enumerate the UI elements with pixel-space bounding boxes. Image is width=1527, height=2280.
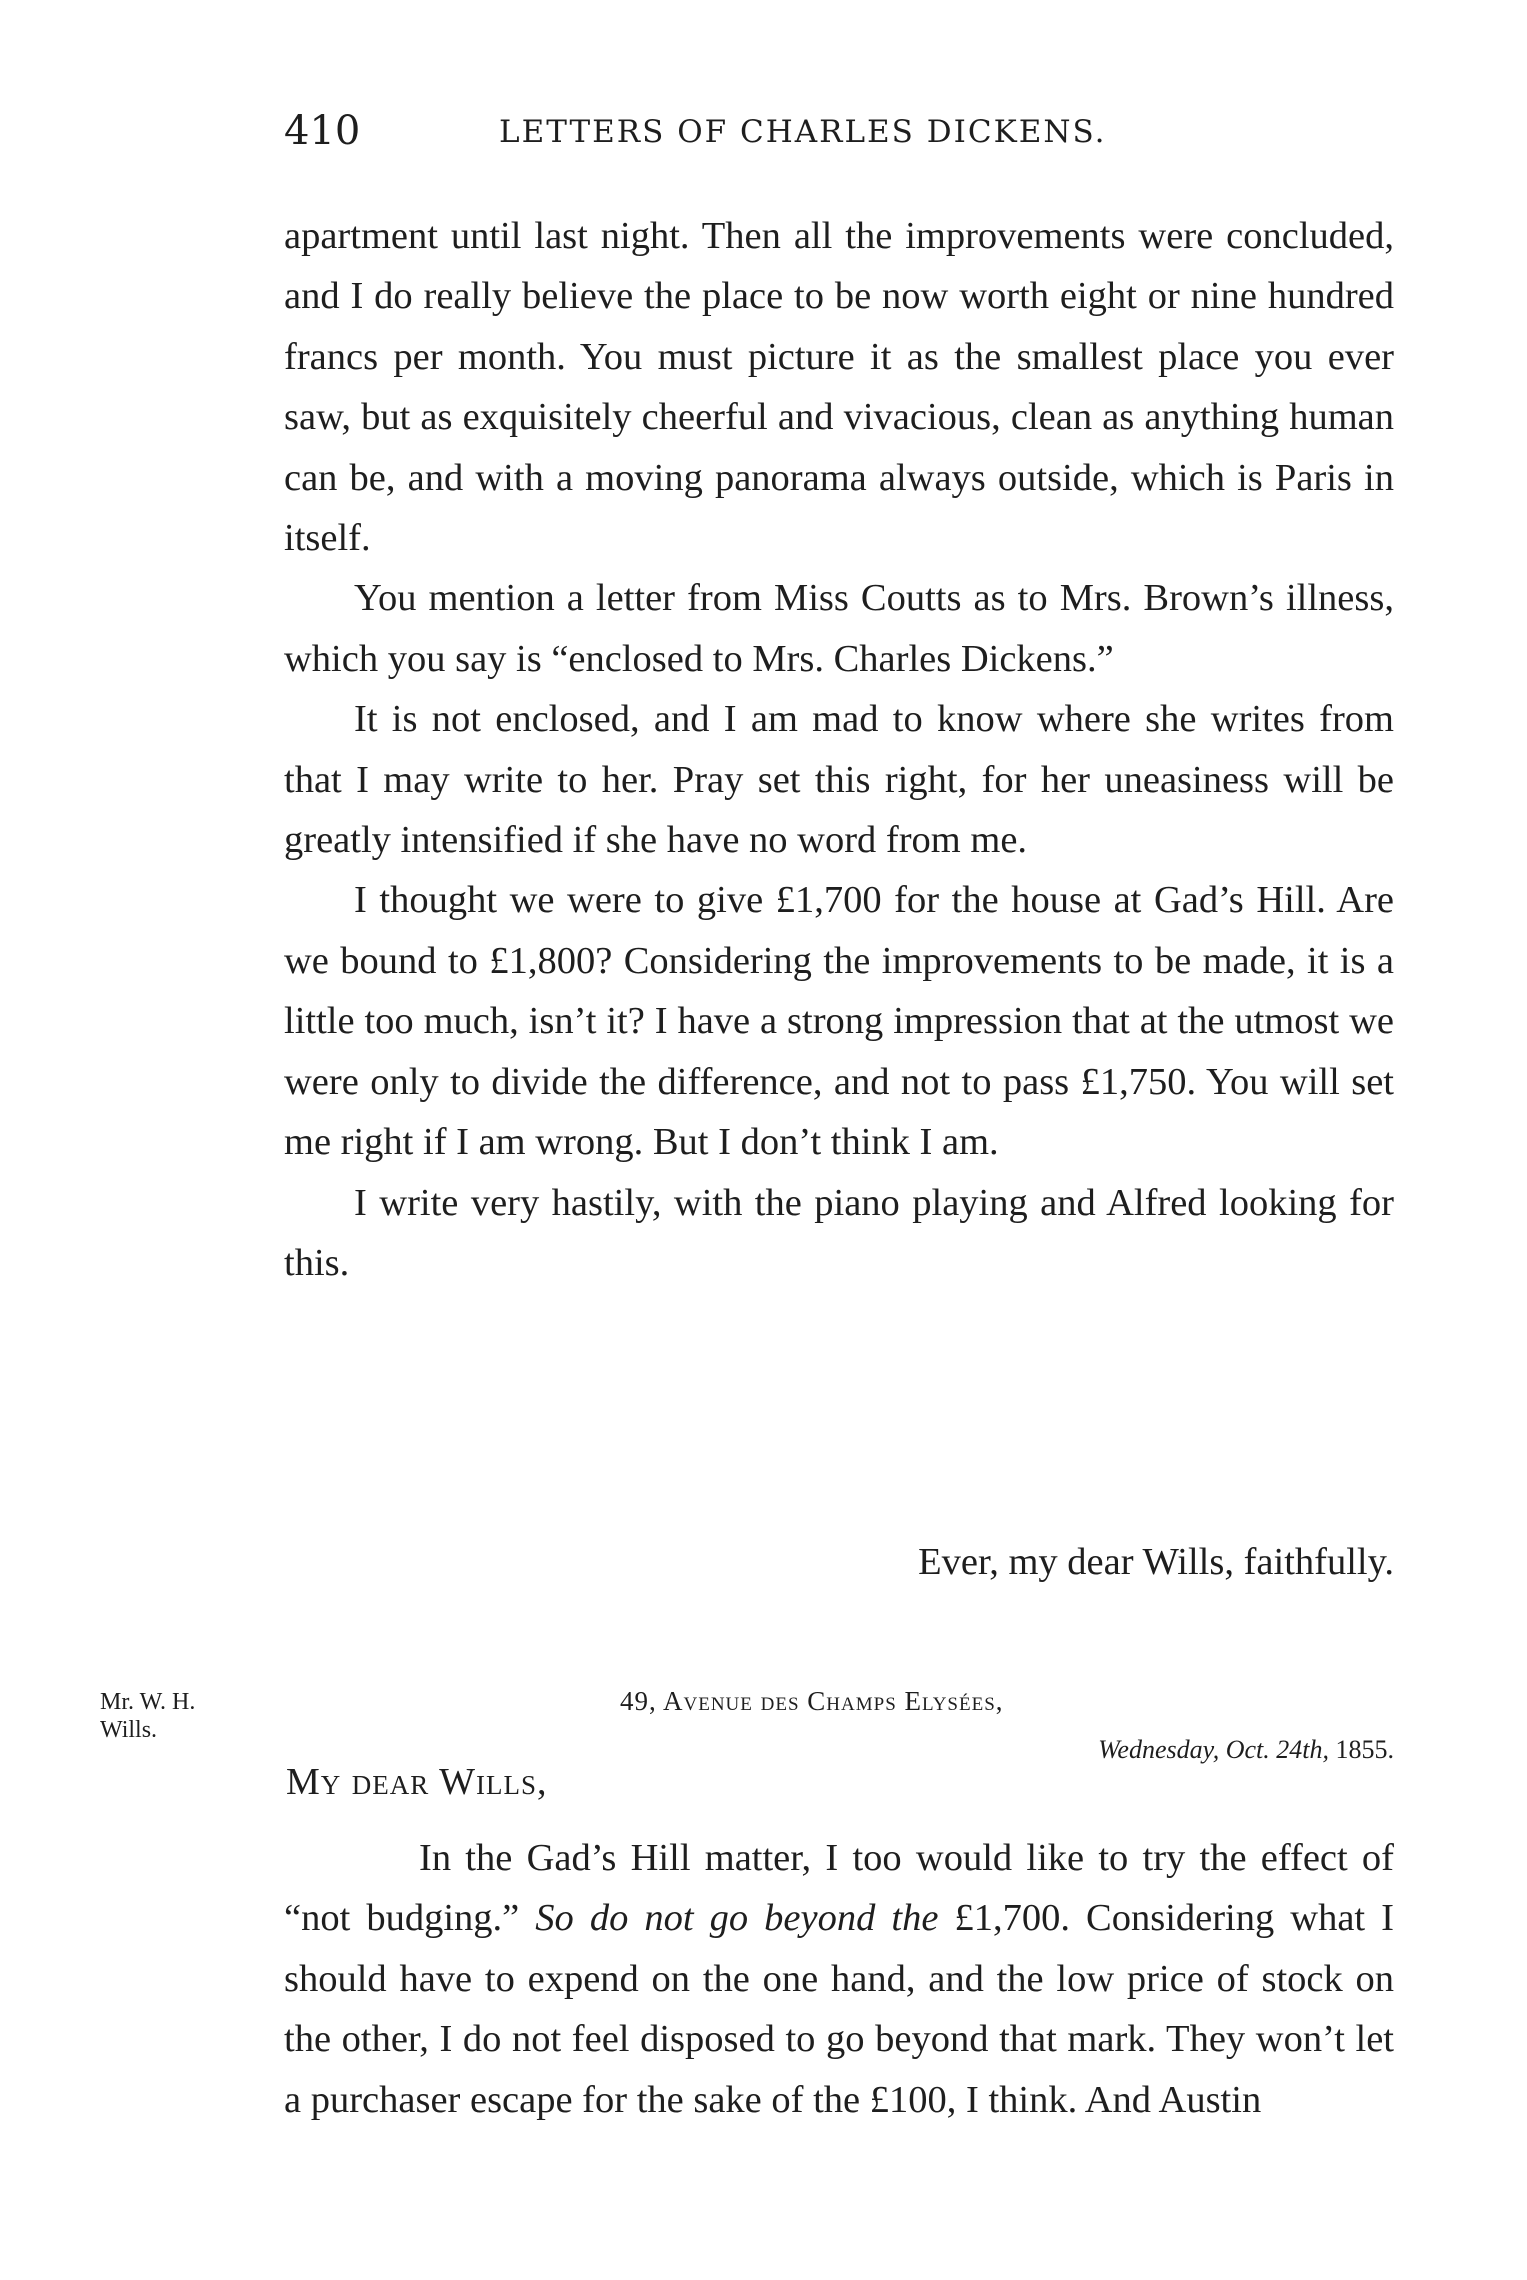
paragraph: You mention a letter from Miss Coutts as to Mrs. Brown’s illness, which you say is “enclosed to Mrs. Charles Dickens.” <box>284 577 1394 680</box>
page-number: 410 <box>284 108 361 154</box>
salutation: My dear Wills, <box>286 1761 548 1803</box>
italic-text-run: So do not go beyond the <box>535 1897 939 1940</box>
margin-note <box>100 1688 195 1744</box>
page-header <box>284 108 1394 168</box>
running-head: LETTERS OF CHARLES DICKENS. <box>499 114 1107 150</box>
margin-note-line: Mr. W. H. <box>100 1689 196 1715</box>
letter-date <box>1098 1735 1394 1765</box>
paragraph <box>284 1828 1394 2130</box>
letter-closing: Ever, my dear Wills, faithfully. <box>918 1541 1394 1583</box>
letter-body-1 <box>284 206 1394 1293</box>
text-run: In the Gad’s Hill matter, I too would like to try the effect of “not budging.” <box>284 1837 1394 1940</box>
text-run: £1,700. Considering what I should have to expend on the one hand, and the low price of stock on the other, I do not feel disposed to go beyond that mark. They won’t let a purchaser escape for the sake of the £100, I think. And Austin <box>284 1897 1394 2121</box>
margin-note-line: Wills. <box>100 1717 158 1743</box>
letter-body-2 <box>284 1828 1394 2130</box>
letter-address: 49, Avenue des Champs Elysées, <box>620 1686 1004 1716</box>
paragraph: It is not enclosed, and I am mad to know where she writes from that I may write to her. Pray set this right, for her uneasiness will be greatly intensified if she have no word from me. <box>284 698 1394 862</box>
paragraph: apartment until last night. Then all the improvements were concluded, and I do really believe the place to be now worth eight or nine hundred francs per month. You must picture it as the smallest place you ever saw, but as exquisitely cheerful and vivacious, clean as anything human can be, and with a moving panorama always outside, which is Paris in itself. <box>284 215 1394 560</box>
paragraph: I thought we were to give £1,700 for the house at Gad’s Hill. Are we bound to £1,800? Considering the improvements to be made, it is a little too much, isn’t it? I have a strong impression that at the utmost we were only to divide the difference, and not to pass £1,750. You will set me right if I am wrong. But I don’t think I am. <box>284 879 1394 1164</box>
paragraph: I write very hastily, with the piano playing and Alfred looking for this. <box>284 1181 1394 1284</box>
date-text: Wednesday, Oct. 24th, <box>1098 1735 1329 1764</box>
date-year: 1855. <box>1335 1735 1394 1764</box>
